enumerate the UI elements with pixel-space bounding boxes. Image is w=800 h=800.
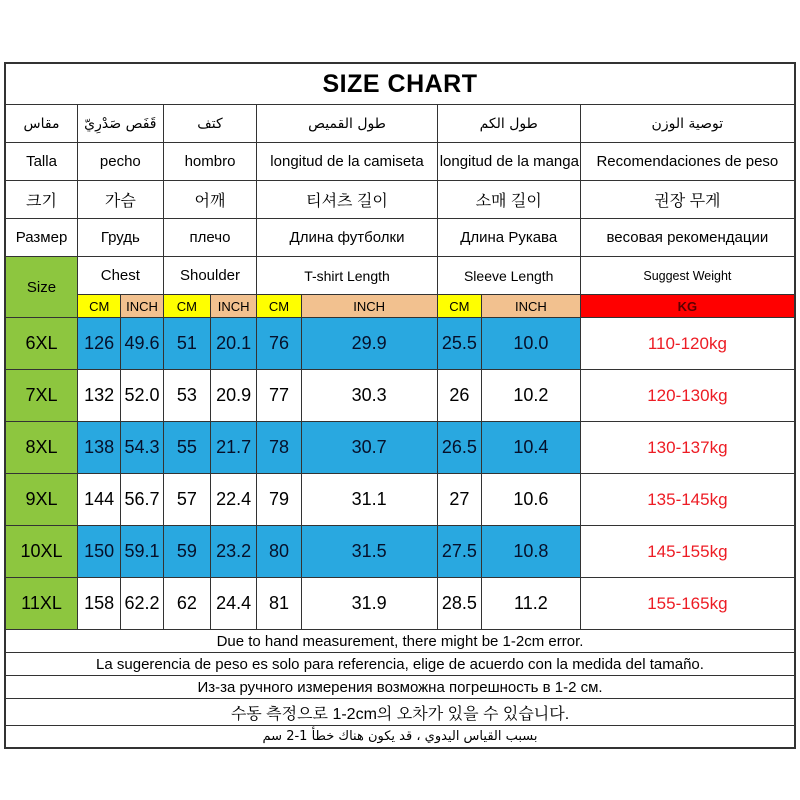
unit-weight-kg: KG [580, 295, 795, 318]
sleeve-cm-value: 26.5 [437, 422, 481, 474]
header-tshirt-length-ar: طول القميص [257, 105, 437, 143]
size-label: 11XL [5, 578, 78, 630]
note-korean: 수동 측정으로 1-2cm의 오차가 있을 수 있습니다. [5, 699, 795, 726]
shoulder-inch-value: 23.2 [211, 526, 257, 578]
sleeve-inch-value: 10.0 [482, 318, 581, 370]
sleeve-inch-value: 10.6 [482, 474, 581, 526]
weight-range-value: 135-145kg [580, 474, 795, 526]
size-label: 9XL [5, 474, 78, 526]
note-row-spanish [5, 653, 795, 676]
page-title: SIZE CHART [5, 63, 795, 105]
header-size-es: Talla [5, 143, 78, 181]
header-weight-es: Recomendaciones de peso [580, 143, 795, 181]
shoulder-inch-value: 22.4 [211, 474, 257, 526]
chest-inch-value: 59.1 [121, 526, 163, 578]
size-row-10xl [5, 526, 795, 578]
header-row-russian [5, 219, 795, 257]
title-row [5, 63, 795, 105]
sleeve-inch-value: 10.8 [482, 526, 581, 578]
unit-length-cm: CM [257, 295, 301, 318]
chest-inch-value: 49.6 [121, 318, 163, 370]
header-sleeve-length-es: longitud de la manga [437, 143, 580, 181]
unit-shoulder-inch: INCH [211, 295, 257, 318]
header-size-ru: Размер [5, 219, 78, 257]
header-size-en: Size [5, 257, 78, 318]
header-shoulder-ar: كتف [163, 105, 257, 143]
weight-range-value: 130-137kg [580, 422, 795, 474]
header-weight-ko: 권장 무게 [580, 181, 795, 219]
header-sleeve-length-ko: 소매 길이 [437, 181, 580, 219]
length-inch-value: 29.9 [301, 318, 437, 370]
size-label: 7XL [5, 370, 78, 422]
chest-cm-value: 144 [78, 474, 121, 526]
header-tshirt-length-ko: 티셔츠 길이 [257, 181, 437, 219]
length-cm-value: 79 [257, 474, 301, 526]
shoulder-inch-value: 20.1 [211, 318, 257, 370]
size-label: 10XL [5, 526, 78, 578]
chest-cm-value: 132 [78, 370, 121, 422]
length-cm-value: 80 [257, 526, 301, 578]
header-shoulder-ru: плечо [163, 219, 257, 257]
shoulder-cm-value: 62 [163, 578, 210, 630]
header-row-korean [5, 181, 795, 219]
note-russian: Из-за ручного измерения возможна погрешность в 1-2 см. [5, 676, 795, 699]
weight-range-value: 120-130kg [580, 370, 795, 422]
unit-sleeve-cm: CM [437, 295, 481, 318]
header-chest-es: pecho [78, 143, 164, 181]
unit-shoulder-cm: CM [163, 295, 210, 318]
sleeve-cm-value: 25.5 [437, 318, 481, 370]
size-chart-table [4, 62, 796, 749]
shoulder-cm-value: 51 [163, 318, 210, 370]
sleeve-cm-value: 28.5 [437, 578, 481, 630]
sleeve-inch-value: 10.2 [482, 370, 581, 422]
units-row [5, 295, 795, 318]
size-row-6xl [5, 318, 795, 370]
shoulder-cm-value: 57 [163, 474, 210, 526]
header-tshirt-length-ru: Длина футболки [257, 219, 437, 257]
header-weight-ar: توصية الوزن [580, 105, 795, 143]
shoulder-cm-value: 59 [163, 526, 210, 578]
header-row-english [5, 257, 795, 295]
note-row-korean [5, 699, 795, 726]
header-sleeve-length-en: Sleeve Length [437, 257, 580, 295]
weight-range-value: 110-120kg [580, 318, 795, 370]
note-arabic: بسبب القياس اليدوي ، قد يكون هناك خطأ 1-2 سم [5, 726, 795, 749]
size-row-9xl [5, 474, 795, 526]
shoulder-cm-value: 53 [163, 370, 210, 422]
note-spanish: La sugerencia de peso es solo para referencia, elige de acuerdo con la medida del tamaño. [5, 653, 795, 676]
length-cm-value: 77 [257, 370, 301, 422]
length-inch-value: 30.3 [301, 370, 437, 422]
chest-inch-value: 62.2 [121, 578, 163, 630]
sleeve-inch-value: 11.2 [482, 578, 581, 630]
sleeve-cm-value: 27 [437, 474, 481, 526]
length-inch-value: 31.9 [301, 578, 437, 630]
header-weight-ru: весовая рекомендации [580, 219, 795, 257]
header-shoulder-en: Shoulder [163, 257, 257, 295]
chest-inch-value: 56.7 [121, 474, 163, 526]
header-row-spanish [5, 143, 795, 181]
chest-inch-value: 54.3 [121, 422, 163, 474]
weight-range-value: 155-165kg [580, 578, 795, 630]
header-row-arabic [5, 105, 795, 143]
header-weight-en: Suggest Weight [580, 257, 795, 295]
sleeve-cm-value: 26 [437, 370, 481, 422]
unit-chest-inch: INCH [121, 295, 163, 318]
shoulder-cm-value: 55 [163, 422, 210, 474]
header-shoulder-ko: 어깨 [163, 181, 257, 219]
header-chest-ko: 가슴 [78, 181, 164, 219]
chest-cm-value: 126 [78, 318, 121, 370]
note-row-russian [5, 676, 795, 699]
shoulder-inch-value: 21.7 [211, 422, 257, 474]
size-label: 6XL [5, 318, 78, 370]
size-row-8xl [5, 422, 795, 474]
shoulder-inch-value: 24.4 [211, 578, 257, 630]
note-row-english [5, 630, 795, 653]
header-sleeve-length-ru: Длина Рукава [437, 219, 580, 257]
header-shoulder-es: hombro [163, 143, 257, 181]
length-inch-value: 30.7 [301, 422, 437, 474]
header-chest-ar: قَفَص صَدْرِيّ [78, 105, 164, 143]
length-cm-value: 81 [257, 578, 301, 630]
sleeve-cm-value: 27.5 [437, 526, 481, 578]
unit-chest-cm: CM [78, 295, 121, 318]
unit-sleeve-inch: INCH [482, 295, 581, 318]
length-cm-value: 78 [257, 422, 301, 474]
size-row-7xl [5, 370, 795, 422]
header-tshirt-length-es: longitud de la camiseta [257, 143, 437, 181]
chest-inch-value: 52.0 [121, 370, 163, 422]
size-row-11xl [5, 578, 795, 630]
header-size-ar: مقاس [5, 105, 78, 143]
length-inch-value: 31.1 [301, 474, 437, 526]
size-label: 8XL [5, 422, 78, 474]
header-sleeve-length-ar: طول الكم [437, 105, 580, 143]
header-chest-ru: Грудь [78, 219, 164, 257]
shoulder-inch-value: 20.9 [211, 370, 257, 422]
chest-cm-value: 158 [78, 578, 121, 630]
header-tshirt-length-en: T-shirt Length [257, 257, 437, 295]
header-size-ko: 크기 [5, 181, 78, 219]
chest-cm-value: 150 [78, 526, 121, 578]
note-row-arabic [5, 726, 795, 749]
length-cm-value: 76 [257, 318, 301, 370]
weight-range-value: 145-155kg [580, 526, 795, 578]
sleeve-inch-value: 10.4 [482, 422, 581, 474]
chest-cm-value: 138 [78, 422, 121, 474]
unit-length-inch: INCH [301, 295, 437, 318]
note-english: Due to hand measurement, there might be 1-2cm error. [5, 630, 795, 653]
length-inch-value: 31.5 [301, 526, 437, 578]
header-chest-en: Chest [78, 257, 164, 295]
